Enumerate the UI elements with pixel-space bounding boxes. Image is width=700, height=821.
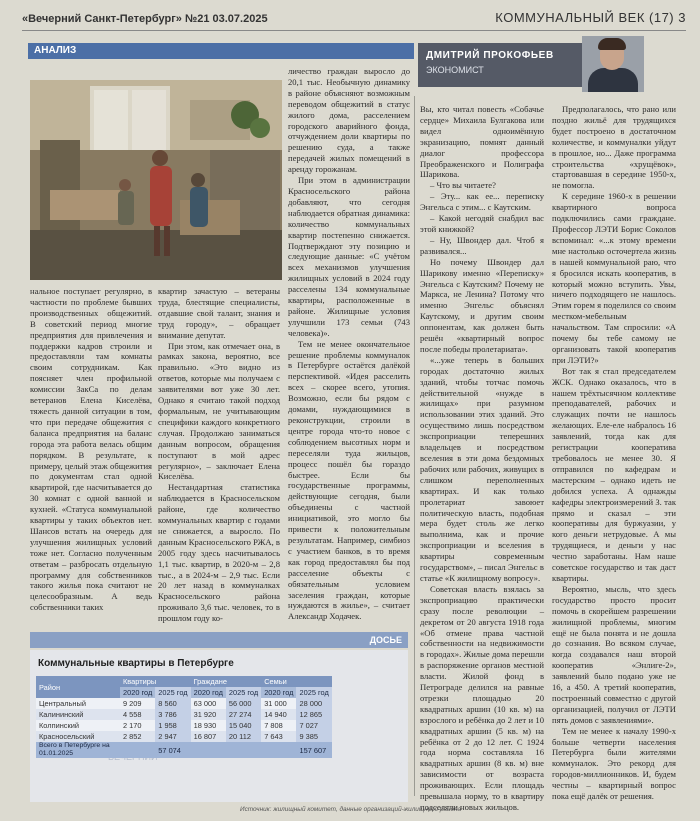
table-row bbox=[36, 698, 332, 709]
header-left bbox=[22, 13, 268, 25]
article-column-4 bbox=[420, 104, 544, 812]
rubric-label: АНАЛИЗ bbox=[28, 43, 414, 59]
region-name: Калининский bbox=[36, 709, 120, 720]
table-cell: 7 027 bbox=[296, 720, 331, 731]
table-cell: 7 643 bbox=[261, 731, 296, 742]
table-cell: 18 930 bbox=[191, 720, 226, 731]
paragraph: Но почему Швондер дал Шарикову именно «Переписку» Энгельса с Каутским? Почему не Маркса, не Ленина? Потому что именно Энгельс объяснял Каутскому, и другим своим оппонентам, как должен быть решён «квартирный вопрос после победы пролетариата». bbox=[420, 256, 544, 354]
table-cell: 16 807 bbox=[191, 731, 226, 742]
paragraph: Советская власть взялась за экспроприацию практически сразу после революции – декретом от 20 августа 1918 года «Об отмене права частной собственности на недвижимости в городах». Жилые дома перешли в распоряжение органов местной власти. Жилой фонд в Петрограде делился на равные отрезки площадью 20 квадратных аршин (10 кв. м) на взрослого и ребёнка до 2 лет и 10 квадратных аршин (5 кв. м) на ребёнка от 2 до 12 лет. С 1924 года норма составляла 16 квадратных аршин (8 кв. м) вне зависимости от возраста проживающих. Если площадь превышала норму, то в квартиру подселяли новых жильцов. bbox=[420, 583, 544, 812]
year-header: 2020 год bbox=[261, 687, 296, 698]
paragraph: Предполагалось, что рано или поздно жильё для трудящихся будет построено в достаточном количестве, и коммуналки уйдут в прошлое, но... Даже программа строительства «хрущёвок», стартовавшая в середине 1950-х, не помогла. bbox=[552, 104, 676, 191]
paragraph: «...уже теперь в больших городах достаточно жилых зданий, чтобы тотчас помочь действительной «нужде в жилищах» при разумном использовании этих зданий. Это осуществимо лишь посредством экспроприации теперешних владельцев и посредством вселения в эти дома бездомных рабочих или рабочих, живущих в слишком переполненных квартирах. И как только пролетариат завоюет политическую власть, подобная мера будет столь же легко выполнима, как и прочие экспроприации и вселения в квартиры современным государством», – писал Энгельс в статье «К жилищному вопросу». bbox=[420, 354, 544, 583]
table-cell: 9 209 bbox=[120, 698, 155, 709]
group-header: Квартиры bbox=[120, 676, 191, 687]
table-cell: 8 560 bbox=[155, 698, 190, 709]
author-name: ДМИТРИЙ ПРОКОФЬЕВ bbox=[426, 50, 554, 61]
year-header: 2020 год bbox=[191, 687, 226, 698]
year-header: 2020 год bbox=[120, 687, 155, 698]
author-portrait bbox=[582, 36, 644, 92]
paragraph: При этом в администрации Красносельского района добавляют, что сегодня наблюдается обратная динамика: количество коммунальных квартир постепенно снижается. Подтверждают эту позицию и следующие данные: «С учётом всех механизмов улучшения жилищных условий в 2024 году расселены 134 коммунальные квартиры, расположенные в районе. Жилищные условия улучшили 173 семьи (743 человека)». bbox=[288, 175, 410, 338]
paragraph: К середине 1960-х в решении квартирного вопроса подключились сами граждане. Профессор ЛЭТИ Борис Соколов вспоминал: «...к этому времени мне настолько осточертела жизнь в нашей коммунальной раю, что я бросился искать кооператив, в который можно вступить. Увы, ничего подходящего не нашлось. Этим горем я поделился со своим местком-мебельным начальством. Там спросили: «А почему бы тебе самому не организовать такой кооператив при ЛЭТИ?» bbox=[552, 191, 676, 365]
paragraph: Вот так я стал председателем ЖСК. Однако оказалось, что в нашем трёхтысячном коллективе преподавателей, рабочих и служащих почти не нашлось желающих. Еле-еле набралось 16 заявлений, тогда как для регистрации кооператива требовалось не менее 30. Я отправился по кафедрам и мастерским – однако идеть не добился успеха. А однажды кафедры электроизмерений З. так прямо и сказал – эти кооперативы для буржуазии, у кого деньги нетрудовые. А мы трудящиеся, и деньги у нас честно заработаны. Нам наше советское государство и так даст квартиры. bbox=[552, 365, 676, 583]
section-title: КОММУНАЛЬНЫЙ ВЕК (17) bbox=[495, 10, 675, 25]
header-right bbox=[495, 10, 686, 25]
table-cell: 4 558 bbox=[120, 709, 155, 720]
table-header-groups bbox=[36, 676, 332, 687]
table-cell: 2 947 bbox=[155, 731, 190, 742]
paragraph: – Эту... как ее... переписку Энгельса с этим... с Каутским. bbox=[420, 191, 544, 213]
table-cell: 15 040 bbox=[226, 720, 261, 731]
table-cell: 57 074 bbox=[155, 742, 190, 758]
article-column-2 bbox=[158, 286, 280, 624]
table-total-row bbox=[36, 742, 332, 758]
table-cell: 63 000 bbox=[191, 698, 226, 709]
table-title: Коммунальные квартиры в Петербурге bbox=[38, 658, 234, 669]
group-header: Семьи bbox=[261, 676, 332, 687]
table-cell: 9 385 bbox=[296, 731, 331, 742]
table-cell bbox=[120, 742, 155, 758]
table-row bbox=[36, 709, 332, 720]
region-name: Красносельский bbox=[36, 731, 120, 742]
table-cell: 1 958 bbox=[155, 720, 190, 731]
region-name: Колпинский bbox=[36, 720, 120, 731]
table-cell: 7 808 bbox=[261, 720, 296, 731]
region-header: Район bbox=[36, 676, 120, 698]
paragraph: – Какой негодяй снабдил вас этой книжкой? bbox=[420, 213, 544, 234]
page-number: 3 bbox=[678, 10, 686, 25]
total-label: Всего в Петербурге на 01.01.2025 bbox=[36, 742, 120, 758]
table-cell: 27 274 bbox=[226, 709, 261, 720]
table-cell: 157 607 bbox=[296, 742, 331, 758]
paragraph: – Что вы читаете? bbox=[430, 180, 496, 191]
table-cell: 2 852 bbox=[120, 731, 155, 742]
communal-apartments-table bbox=[36, 676, 332, 758]
paragraph: квартир зачастую – ветераны труда, блестящие специалисты, отдавшие свой талант, знания и труд городу», – обращает внимание депутат. bbox=[158, 286, 280, 340]
paragraph: – Ну, Швондер дал. Чтоб я развивался... bbox=[420, 234, 544, 256]
table-cell: 3 786 bbox=[155, 709, 190, 720]
year-header: 2025 год bbox=[226, 687, 261, 698]
paragraph: нальное поступает регулярно, в частности по проблеме бывших производственных общежитий. В советский период многие предприятия для привлечения и поддержки кадров строили и предоставляли там комнаты своим сотрудникам. Как поясняет член профильной комиссии ЗакСа по делам ветеранов Елена Киселёва, тяжесть данной ситуации в том, что при передаче общежития с баланса предприятия на баланс города эта работа велась общим порядком. В результате, к примеру, целый этаж общежития по документам стал одной квартирой, где насчитывается до 30 комнат с одной ванной и кухней. «Статуса коммунальной квартиры у таких объектов нет. Шансов встать на очередь для улучшения жилищных условий тоже нет. Согласно полученным ответам – разбросать отдельную программу для собственников такого жилья пока считают не целесообразным. А ведь собственники таких bbox=[30, 286, 152, 613]
article-column-5 bbox=[552, 104, 676, 802]
article-column-3 bbox=[288, 66, 410, 624]
table-source: Источник: жилищный комитет, данные организаций-жилищного района bbox=[240, 806, 462, 813]
column-divider bbox=[414, 96, 415, 796]
newspaper-name: «Вечерний Санкт-Петербург» №21 bbox=[22, 13, 210, 25]
table-row bbox=[36, 731, 332, 742]
table-row bbox=[36, 720, 332, 731]
table-cell: 31 920 bbox=[191, 709, 226, 720]
year-header: 2025 год bbox=[155, 687, 190, 698]
issue-date: 03.07.2025 bbox=[212, 13, 268, 25]
page-header bbox=[22, 10, 686, 31]
dossier-label: ДОСЬЕ bbox=[30, 632, 408, 648]
group-header: Граждане bbox=[191, 676, 262, 687]
table-cell: 31 000 bbox=[261, 698, 296, 709]
paragraph: Вероятно, мысль, что здесь государство просто просит помочь в скорейшем разрешении жилищной проблемы, многим ещё не была понята и не дошла до сознания. Во всяком случае, когда создавался наш второй кооператив «Энлиге-2», заявлений было подано уже не 16, а 450. А третий кооператив, построенный совместно с другой организацией, получил от ЛЭТИ пять домов с заявлениями». bbox=[552, 583, 676, 725]
table-cell bbox=[261, 742, 296, 758]
table-cell: 28 000 bbox=[296, 698, 331, 709]
region-name: Центральный bbox=[36, 698, 120, 709]
paragraph: При этом, как отмечает она, в рамках закона, вероятно, все правильно. «Это видно из ответов, которые мы получаем с заявителями вот уже 30 лет. Однако я считаю такой подход формальным, не учитывающим специфики каждого конкретного случая. Продолжаю заниматься данным вопросом, обращения поступают в мой адрес регулярно», – заключает Елена Киселёва. bbox=[158, 340, 280, 482]
kitchen-photo bbox=[30, 80, 282, 280]
year-header: 2025 год bbox=[296, 687, 331, 698]
table-cell: 56 000 bbox=[226, 698, 261, 709]
paragraph: Нестандартная статистика наблюдается в Красносельском районе, где количество коммунальных квартир с годами не снижается, а выросло. По данным Красносельского РЖА, в 2005 году здесь насчитывалось 1,1 тыс. квартир, в 2020-м – 2,8 тыс., а в 2024-м – 2,9 тыс. Если 20 лет назад в коммуналках Красносельского района проживало 3,6 тыс. человек, то в прошлом году ко- bbox=[158, 482, 280, 624]
table-cell bbox=[191, 742, 226, 758]
paragraph: Тем не менее окончательное решение проблемы коммуналок в Петербурге остаётся далёкой перспективой. «Идея расселить всех – скорее всего, утопия. Возможно, если бы рядом с домами, нуждающимися в реконструкции, строили в центре города что-то новое с соблюдением высотных норм и переселяли туда жильцов, процесс пошёл бы гораздо быстрее. Если бы государственные программы, действующие сегодня, были объединены с частной инициативой, это могло бы привести к положительным результатам. Например, симбиоз с участием банков, в то время как город предоставлял бы под расселение объекты с обязательным условием заселения граждан, которые нуждаются в жилье», – считает Александр Ходачек. bbox=[288, 338, 410, 622]
paragraph: Вы, кто читал повесть «Собачье сердце» Михаила Булгакова или видел одноимённую экранизацию, помнят данный диалог профессора Преображенского и Полиграфа Шарикова. bbox=[420, 104, 544, 180]
table-cell: 12 865 bbox=[296, 709, 331, 720]
table-cell: 14 940 bbox=[261, 709, 296, 720]
author-role: ЭКОНОМИСТ bbox=[426, 65, 484, 75]
article-column-1 bbox=[30, 286, 152, 624]
paragraph: Тем не менее к началу 1990-х больше четверти населения Петербурга были жителями коммуналок. Это рекорд для городов-миллионников. И, будем честны – квартирный вопрос пока ещё далёк от решения. bbox=[552, 725, 676, 802]
paragraph: личество граждан выросло до 20,1 тыс. Необычную динамику в районе объясняют возможным переводом общежитий в статус жилого дома, расселением городского аварийного фонда, отчуждением доли квартиры по решению суда, а также передачей жилых помещений в аренду горожанам. bbox=[288, 66, 410, 175]
table-cell: 20 112 bbox=[226, 731, 261, 742]
table-cell bbox=[226, 742, 261, 758]
table-cell: 2 170 bbox=[120, 720, 155, 731]
